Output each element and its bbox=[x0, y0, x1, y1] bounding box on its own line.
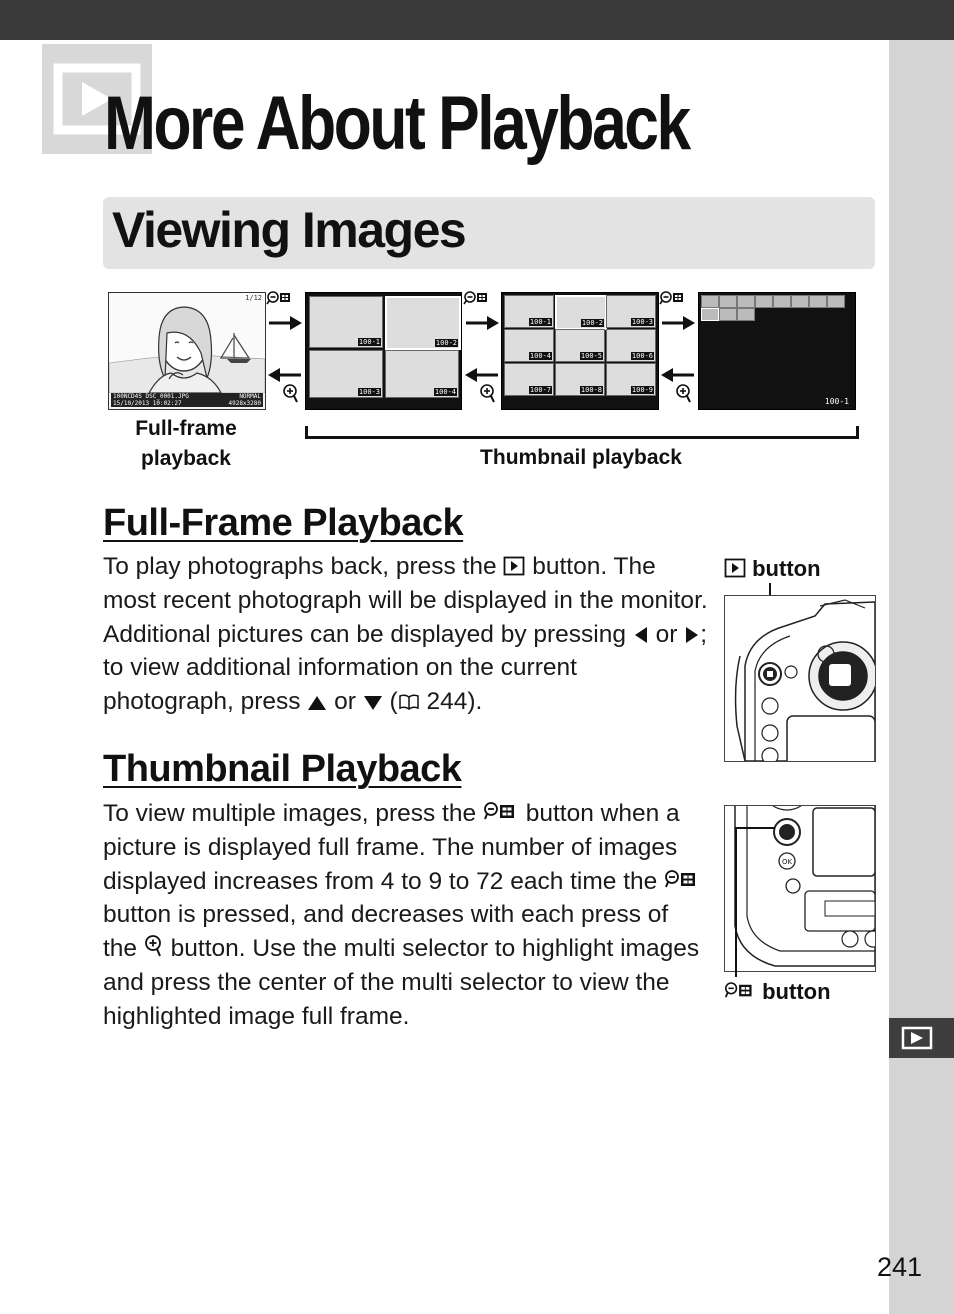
mini-tile bbox=[701, 295, 719, 308]
zoom-out-arrow-3 bbox=[659, 290, 697, 334]
tile-number: 100-4 bbox=[434, 388, 456, 396]
svg-text:OK: OK bbox=[781, 858, 793, 866]
thumbnail-label: Thumbnail playback bbox=[480, 446, 682, 469]
tile-number: 100-9 bbox=[631, 386, 653, 394]
side-bar bbox=[889, 40, 954, 1314]
zoom-in-arrow-1 bbox=[266, 364, 304, 408]
callout-line bbox=[735, 827, 775, 829]
chapter-title: More About Playback bbox=[104, 81, 689, 166]
top-bar bbox=[0, 0, 954, 40]
file-name: 100NCD4S DSC_0001.JPG bbox=[113, 393, 189, 400]
grid-tile bbox=[555, 295, 607, 330]
mini-tile bbox=[827, 295, 845, 308]
mini-tile bbox=[701, 308, 719, 321]
playback-chapter-tab[interactable] bbox=[889, 1018, 954, 1058]
playback-icon bbox=[901, 1026, 933, 1050]
grid-tile bbox=[309, 296, 383, 348]
grid-tile bbox=[309, 350, 383, 398]
mini-tile bbox=[773, 295, 791, 308]
tile-number: 100-8 bbox=[580, 386, 602, 394]
mini-tile bbox=[737, 308, 755, 321]
thumbnail-paragraph: To view multiple images, press the button when a picture is displayed full frame. The number of images displayed increases from 4 to 9 to 72 each time the button is pressed, and decreases with each press of the button. Use the multi selector to highlight images and press the center of the multi selector to view the highlighted image full frame. bbox=[103, 800, 700, 1030]
callout-line bbox=[735, 827, 737, 977]
tile-number: 100-1 bbox=[529, 318, 551, 326]
four-image-grid bbox=[305, 292, 462, 410]
zoom-out-thumbnail-icon bbox=[267, 292, 290, 304]
grid-tile bbox=[555, 363, 605, 396]
seventy-two-image-grid bbox=[698, 292, 856, 410]
portrait-illustration bbox=[109, 293, 265, 393]
mini-tile bbox=[755, 295, 773, 308]
camera-back-illustration-2 bbox=[724, 805, 876, 972]
zoom-out-thumbnail-icon bbox=[664, 869, 700, 891]
left-arrow-icon bbox=[633, 626, 649, 644]
mini-tile bbox=[791, 295, 809, 308]
grid-tile bbox=[606, 295, 656, 328]
zoom-out-arrow-1 bbox=[266, 290, 304, 334]
thumbnail-bracket bbox=[305, 426, 859, 439]
grid-tile bbox=[504, 329, 554, 362]
full-frame-paragraph: To play photographs back, press the button. The most recent photograph will be displayed in the monitor. Additional pictures can be displayed by pressing or ; to view additional information on the current photograph, press or ( 244). bbox=[103, 553, 708, 716]
zoom-in-icon bbox=[677, 385, 690, 402]
tile-number: 100-2 bbox=[581, 319, 603, 327]
tile-number: 100-5 bbox=[580, 352, 602, 360]
grid-tile bbox=[606, 363, 656, 396]
page-number: 241 bbox=[877, 1252, 923, 1282]
grid-tile bbox=[555, 329, 605, 362]
zoom-out-button-caption: button bbox=[724, 979, 831, 1005]
zoom-out-thumbnail-icon bbox=[660, 292, 683, 304]
mini-tile bbox=[719, 308, 737, 321]
down-arrow-icon bbox=[363, 695, 383, 711]
highlighted-tile-number: 100-1 bbox=[824, 397, 849, 406]
thumbnail-heading: Thumbnail Playback bbox=[103, 748, 462, 790]
playback-button-icon bbox=[724, 558, 746, 578]
image-size: 4928x3280 bbox=[228, 400, 261, 407]
zoom-in-icon bbox=[144, 934, 164, 958]
mini-tile bbox=[809, 295, 827, 308]
tile-number: 100-3 bbox=[358, 388, 380, 396]
right-arrow-icon bbox=[684, 626, 700, 644]
zoom-out-thumbnail-icon bbox=[724, 981, 756, 1001]
zoom-in-arrow-2 bbox=[463, 364, 501, 408]
grid-tile bbox=[385, 350, 459, 398]
page-reference-icon bbox=[398, 693, 420, 711]
frame-count: 1/12 bbox=[245, 294, 262, 302]
tile-number: 100-4 bbox=[529, 352, 551, 360]
grid-tile bbox=[504, 295, 554, 328]
nine-image-grid bbox=[501, 292, 659, 410]
playback-button-caption: button bbox=[724, 556, 821, 582]
zoom-out-thumbnail-icon bbox=[464, 292, 487, 304]
full-frame-image bbox=[108, 292, 266, 410]
camera-illustration bbox=[725, 596, 875, 761]
tile-number: 100-3 bbox=[631, 318, 653, 326]
mini-tile bbox=[737, 295, 755, 308]
date-time: 15/10/2013 10:02:27 bbox=[113, 400, 182, 407]
camera-back-illustration-1 bbox=[724, 595, 876, 762]
zoom-in-icon bbox=[481, 385, 494, 402]
image-info-strip bbox=[111, 393, 263, 407]
grid-tile bbox=[504, 363, 554, 396]
playback-button-icon bbox=[503, 556, 525, 576]
image-quality: NORMAL bbox=[239, 393, 261, 400]
full-frame-label: Full-frame playback bbox=[135, 417, 237, 470]
mini-tile bbox=[719, 295, 737, 308]
tile-number: 100-1 bbox=[358, 338, 380, 346]
tile-number: 100-7 bbox=[529, 386, 551, 394]
zoom-out-arrow-2 bbox=[463, 290, 501, 334]
grid-tile bbox=[385, 296, 461, 350]
zoom-in-arrow-3 bbox=[659, 364, 697, 408]
zoom-out-thumbnail-icon bbox=[483, 801, 519, 823]
zoom-in-icon bbox=[284, 385, 297, 402]
tile-number: 100-2 bbox=[435, 339, 457, 347]
section-title: Viewing Images bbox=[112, 202, 466, 258]
up-arrow-icon bbox=[307, 695, 327, 711]
full-frame-heading: Full-Frame Playback bbox=[103, 502, 464, 544]
camera-illustration bbox=[725, 806, 875, 971]
tile-number: 100-6 bbox=[631, 352, 653, 360]
grid-tile bbox=[606, 329, 656, 362]
